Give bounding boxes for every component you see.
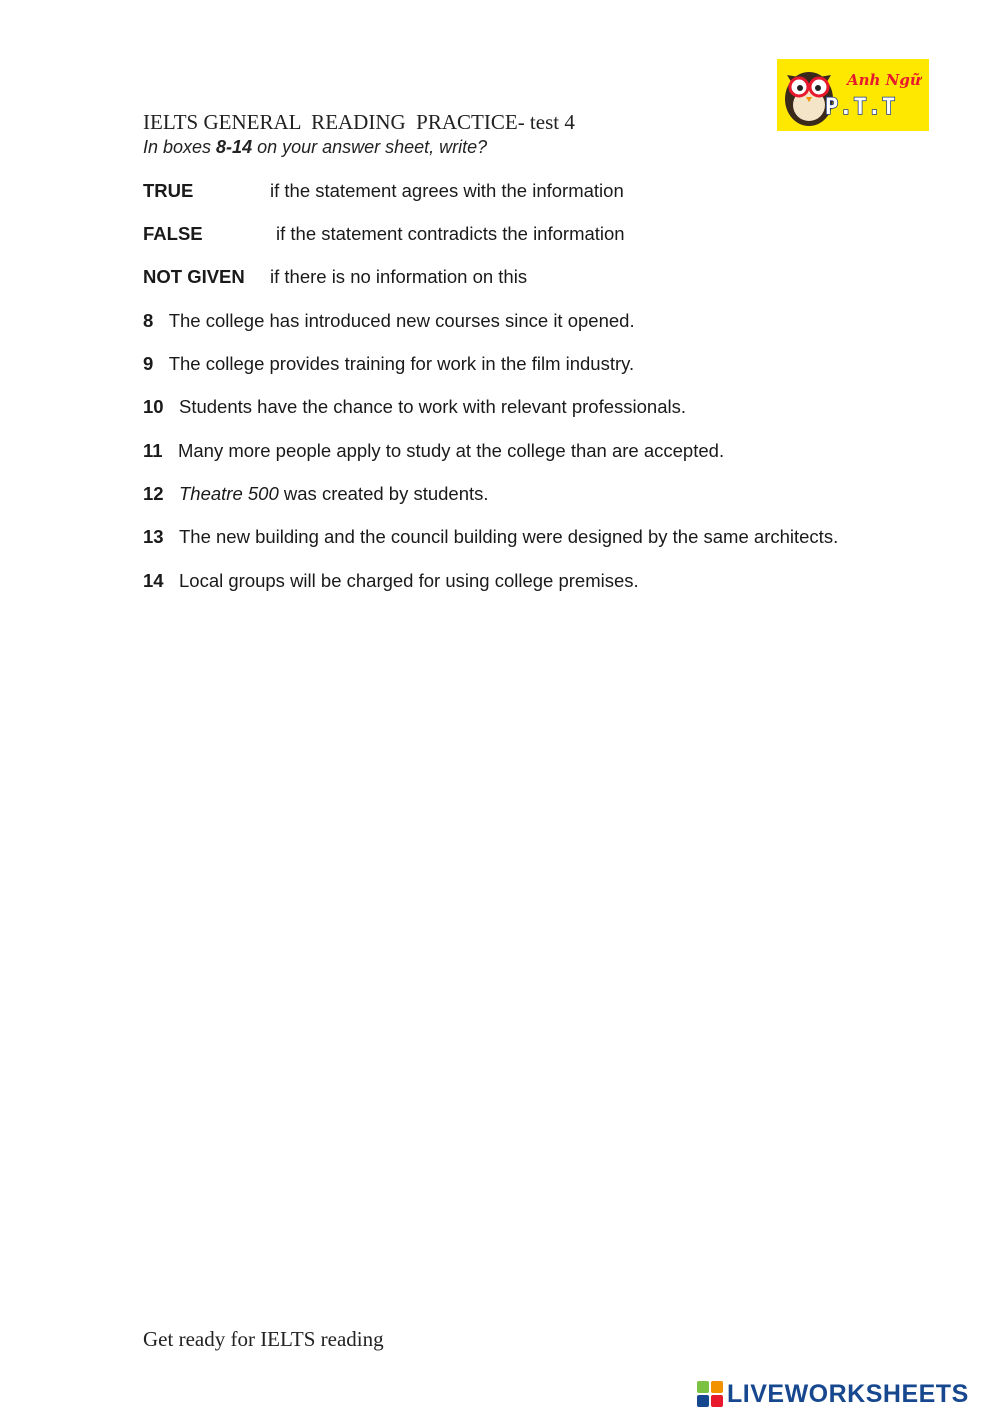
question-10 — [143, 396, 686, 418]
instructions-prefix: In boxes — [143, 137, 217, 157]
question-number: 10 — [143, 396, 164, 417]
question-12 — [143, 483, 489, 505]
question-8 — [143, 310, 635, 332]
legend-definition: if there is no information on this — [270, 266, 528, 287]
question-13 — [143, 526, 838, 548]
question-14 — [143, 570, 639, 592]
footer-text: Get ready for IELTS reading — [143, 1327, 384, 1351]
logo-subtitle: P.T.T — [825, 95, 897, 120]
liveworksheets-watermark — [697, 1379, 969, 1409]
question-text: The new building and the council building were designed by the same architects. — [179, 526, 839, 547]
question-number: 11 — [143, 440, 163, 461]
instructions — [143, 137, 487, 158]
brand-logo — [777, 59, 929, 131]
legend-key: NOT GIVEN — [143, 266, 245, 287]
question-number: 12 — [143, 483, 164, 504]
question-text: Students have the chance to work with relevant professionals. — [179, 396, 686, 417]
instructions-suffix: on your answer sheet, write? — [252, 137, 488, 157]
question-text: Many more people apply to study at the college than are accepted. — [177, 440, 725, 461]
question-11 — [143, 440, 724, 462]
question-text: was created by students. — [278, 483, 489, 504]
question-number: 8 — [143, 310, 154, 331]
question-number: 13 — [143, 526, 164, 547]
question-9 — [143, 353, 634, 375]
legend-key: TRUE — [143, 180, 194, 201]
instructions-range: 8-14 — [216, 137, 253, 157]
page-title: IELTS GENERAL READING PRACTICE- test 4 — [143, 110, 575, 134]
question-text: The college has introduced new courses since it opened. — [168, 310, 635, 331]
question-text: Local groups will be charged for using college premises. — [179, 570, 639, 591]
logo-title: Anh Ngữ — [847, 71, 921, 89]
question-text-italic: Theatre 500 — [179, 483, 279, 504]
question-number: 14 — [143, 570, 164, 591]
legend-definition: if the statement contradicts the information — [276, 223, 625, 244]
liveworksheets-logo-icon — [697, 1381, 723, 1407]
question-text: The college provides training for work in the film industry. — [168, 353, 635, 374]
question-number: 9 — [143, 353, 154, 374]
watermark-brand: LIVEWORKSHEETS — [727, 1379, 969, 1408]
legend-definition: if the statement agrees with the information — [270, 180, 624, 201]
legend-key: FALSE — [143, 223, 203, 244]
